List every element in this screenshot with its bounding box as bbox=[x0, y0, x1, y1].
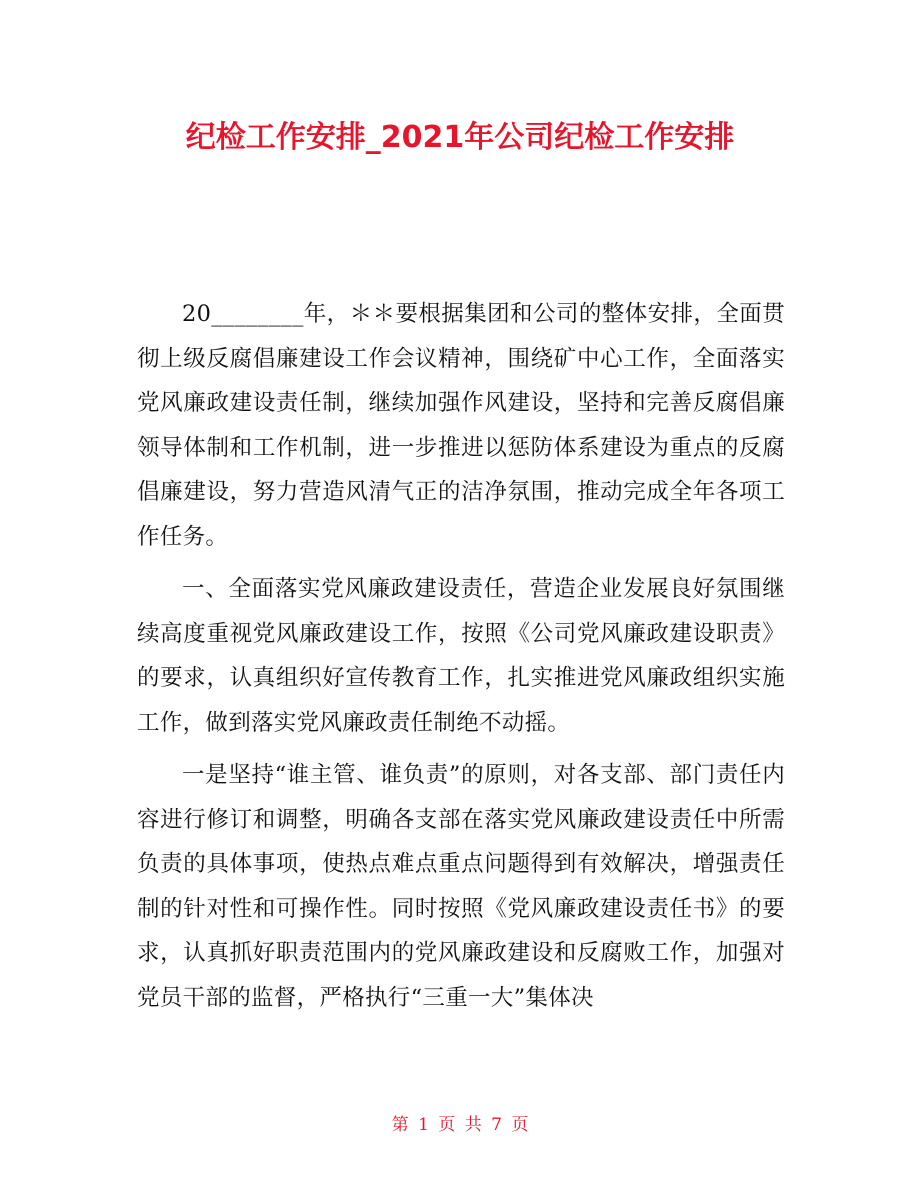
paragraph-point-one: 一是坚持“谁主管、谁负责”的原则，对各支部、部门责任内容进行修订和调整，明确各支部在落实党风廉政建设责任中所需负责的具体事项，使热点难点重点问题得到有效解决，增强责任制的针对性和可操作性。同时按照《党风廉政建设责任书》的要求，认真抓好职责范围内的党风廉政建设和反腐败工作，加强对党员干部的监督，严格执行“三重一大”集体决 bbox=[137, 762, 785, 1011]
document-title: 纪检工作安排_2021年公司纪检工作安排 bbox=[185, 120, 735, 155]
page-number-footer: 第 1 页 共 7 页 bbox=[391, 1115, 529, 1135]
document-body bbox=[137, 292, 785, 1028]
paragraph-section-one: 一、全面落实党风廉政建设责任，营造企业发展良好氛围继续高度重视党风廉政建设工作，按照《公司党风廉政建设职责》的要求，认真组织好宣传教育工作，扎实推进党风廉政组织实施工作，做到落实党风廉政责任制绝不动摇。 bbox=[137, 576, 785, 736]
paragraph-intro: 20________年，＊＊要根据集团和公司的整体安排，全面贯彻上级反腐倡廉建设工作会议精神，围绕矿中心工作，全面落实党风廉政建设责任制，继续加强作风建设，坚持和完善反腐倡廉领导体制和工作机制，进一步推进以惩防体系建设为重点的反腐倡廉建设，努力营造风清气正的洁净氛围，推动完成全年各项工作任务。 bbox=[137, 301, 785, 550]
